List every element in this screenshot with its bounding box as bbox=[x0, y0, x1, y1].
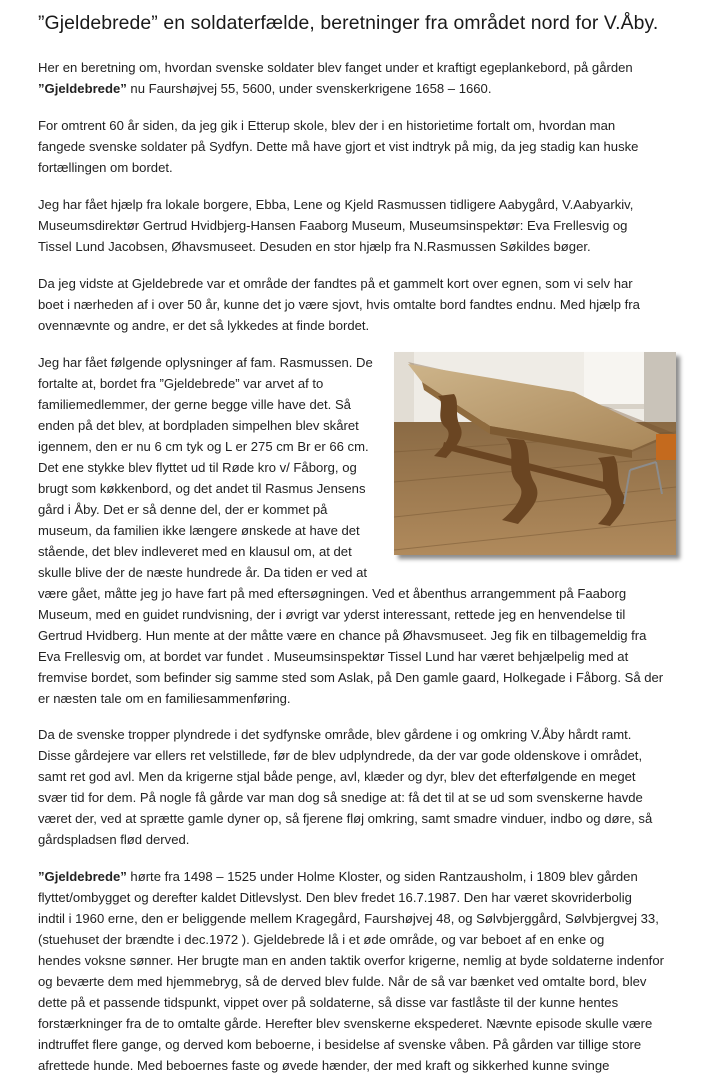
text-line: Museumsdirektør Gertrud Hvidbjerg-Hansen Faaborg Museum, Museumsinspektør: Eva Frellesvig og bbox=[38, 218, 628, 233]
text-line: være gået, måtte jeg jo have fart på med eftersøgningen. Ved et åbenthus arrangemment på Faaborg bbox=[38, 586, 627, 601]
text-fragment: hørte fra 1498 – 1525 under Holme Kloster, og siden Rantzausholm, i 1809 blev gården bbox=[126, 869, 638, 884]
text-line: hendes voksne sønner. Her brugte man en anden taktik overfor krigerne, nemlig at byde soldaterne indenfor bbox=[38, 953, 664, 968]
text-line: igennem, den er nu 6 cm tyk og L er 275 cm Br er 66 cm. bbox=[38, 439, 369, 454]
text-line: fremvise bordet, som befinder sig samme sted som Aslak, på Den gamle gaard, Holkegade i Fåborg. Så der bbox=[38, 670, 664, 685]
farm-name-bold: ”Gjeldebrede” bbox=[38, 869, 127, 884]
text-line: er næsten tale om en familiesammenføring. bbox=[38, 691, 291, 706]
text-line: flyttet/ombygget og derefter kaldet Ditlevslyst. Den blev fredet 16.7.1987. Den har været skovriderbolig bbox=[38, 890, 632, 905]
text-line: Jeg har fået følgende oplysninger af fam. Rasmussen. De bbox=[38, 355, 373, 370]
paragraph-gjeldebrede-history bbox=[38, 866, 676, 1076]
text-line: Museum, med en guidet rundvisning, der i øvrigt var yderst interessant, rettede jeg en henvendelse til bbox=[38, 607, 626, 622]
text-line: stående, det blev indleveret med en klausul om, at det bbox=[38, 544, 352, 559]
paragraph-acknowledgements bbox=[38, 194, 676, 257]
text-line: ovennævnte og andre, er det så lykkedes at finde bordet. bbox=[38, 318, 370, 333]
text-line: Eva Frellesvig om, at bordet var fundet . Museumsinspektør Tissel Lund har været behjælpelig med at bbox=[38, 649, 629, 664]
text-line: museum, da familien ikke længere ønskede at have det bbox=[38, 523, 360, 538]
text-line: svær tid for dem. På nogle få gårde var man dog så snedige at: få det til at se ud som svenskerne havde bbox=[38, 790, 643, 805]
text-line: Det ene stykke blev flyttet ud til Røde kro v/ Fåborg, og bbox=[38, 460, 357, 475]
oak-table-image bbox=[394, 352, 676, 555]
text-line: fortalte at, bordet fra ”Gjeldebrede” var arvet af to bbox=[38, 376, 324, 391]
text-line: og beværte dem med hjemmebryg, så de derved blev fulde. Når de så var bænket ved omtalte bord, blev bbox=[38, 974, 647, 989]
text-line: Disse gårdejere var ellers ret velstillede, før de blev udplyndrede, da der var gode oldenskove i området, bbox=[38, 748, 643, 763]
text-line: fangede svenske soldater på Sydfyn. Dette må have gjort et vist indtryk på mig, da jeg stadig kan huske bbox=[38, 139, 639, 154]
text-line: Da de svenske tropper plyndrede i det sydfynske område, blev gårdene i og omkring V.Åby hårdt ramt. bbox=[38, 727, 632, 742]
text-line: Jeg har fået hjælp fra lokale borgere, Ebba, Lene og Kjeld Rasmussen tidligere Aabygård, V.Aabyarkiv, bbox=[38, 197, 634, 212]
document-title: ”Gjeldebrede” en soldaterfælde, beretninger fra området nord for V.Åby. bbox=[38, 12, 659, 34]
text-line bbox=[38, 78, 676, 99]
text-line: dette på et passende tidspunkt, vippet over på soldaterne, så disse var fastlåste til der kunne hentes bbox=[38, 995, 619, 1010]
text-line: enden på det blev, at bordpladen simpelhen blev skåret bbox=[38, 418, 359, 433]
text-line: Tissel Lund Jacobsen, Øhavsmuseet. Desuden en stor hjælp fra N.Rasmussen Søkildes bøger. bbox=[38, 239, 591, 254]
farm-name-bold: ”Gjeldebrede” bbox=[38, 81, 127, 96]
text-line: For omtrent 60 år siden, da jeg gik i Etterup skole, blev der i en historietime fortalt om, hvordan man bbox=[38, 118, 616, 133]
text-line: forstærkninger fra de to omtalte gårde. Herefter blev svenskerne ekspederet. Nævnte episode skulle være bbox=[38, 1016, 653, 1031]
text-line: familiemedlemmer, der gerne begge ville have det. Så bbox=[38, 397, 351, 412]
text-line: været der, ved at sprætte gamle dyner op, så fjerene fløj omkring, samt smadre vinduer, indbo og døre, så bbox=[38, 811, 653, 826]
text-line: boet i nærheden af i over 50 år, kunne det jo være sjovt, hvis omtalte bord fandtes endnu. Med hjælp fra bbox=[38, 297, 640, 312]
text-line: Her en beretning om, hvordan svenske soldater blev fanget under et kraftigt egeplankebord, på gården bbox=[38, 60, 633, 75]
paragraph-search-motivation bbox=[38, 273, 676, 336]
text-line: gård i Åby. Det er så denne del, der er kommet på bbox=[38, 502, 328, 517]
text-line: indtruffet flere gange, og derved kom beboerne, i besidelse af svenske våben. På gården var tillige store bbox=[38, 1037, 642, 1052]
text-line: Gertrud Hvidberg. Hun mente at der måtte være en chance på Øhavsmuseet. Jeg fik en tilbagemeldig fra bbox=[38, 628, 647, 643]
text-line: afrettede hunde. Med beboernes faste og øvede hænder, der med kraft og sikkerhed kunne svinge bbox=[38, 1058, 610, 1073]
paragraph-intro bbox=[38, 57, 676, 99]
paragraph-table-history bbox=[38, 352, 676, 709]
text-line: gårdspladsen flød derved. bbox=[38, 832, 190, 847]
text-line: Da jeg vidste at Gjeldebrede var et område der fandtes på et gammelt kort over egnen, som vi selv har bbox=[38, 276, 633, 291]
text-line: indtil i 1960 erne, den er beliggende mellem Kragegård, Faurshøjvej 48, og Sølvbjerggård, Sølvbjergvej 33, bbox=[38, 911, 659, 926]
text-line: (stuehuset der brændte i dec.1972 ). Gjeldebrede lå i et øde område, og var beboet af en enke og bbox=[38, 932, 605, 947]
text-line: fortællingen om bordet. bbox=[38, 160, 173, 175]
text-line: samt ret god avl. Men da krigerne stjal både penge, avl, klæder og dyr, blev det efterfølgende en meget bbox=[38, 769, 636, 784]
text-line: skulle blive der de næste hundrede år. Da tiden er ved at bbox=[38, 565, 367, 580]
oak-table-photo bbox=[394, 352, 676, 555]
text-fragment: nu Faurshøjvej 55, 5600, under svenskerkrigene 1658 – 1660. bbox=[126, 81, 492, 96]
paragraph-school-memory bbox=[38, 115, 676, 178]
text-line: brugt som køkkenbord, og det andet til Rasmus Jensens bbox=[38, 481, 366, 496]
paragraph-swedish-plunder bbox=[38, 724, 676, 850]
text-line bbox=[38, 866, 676, 887]
